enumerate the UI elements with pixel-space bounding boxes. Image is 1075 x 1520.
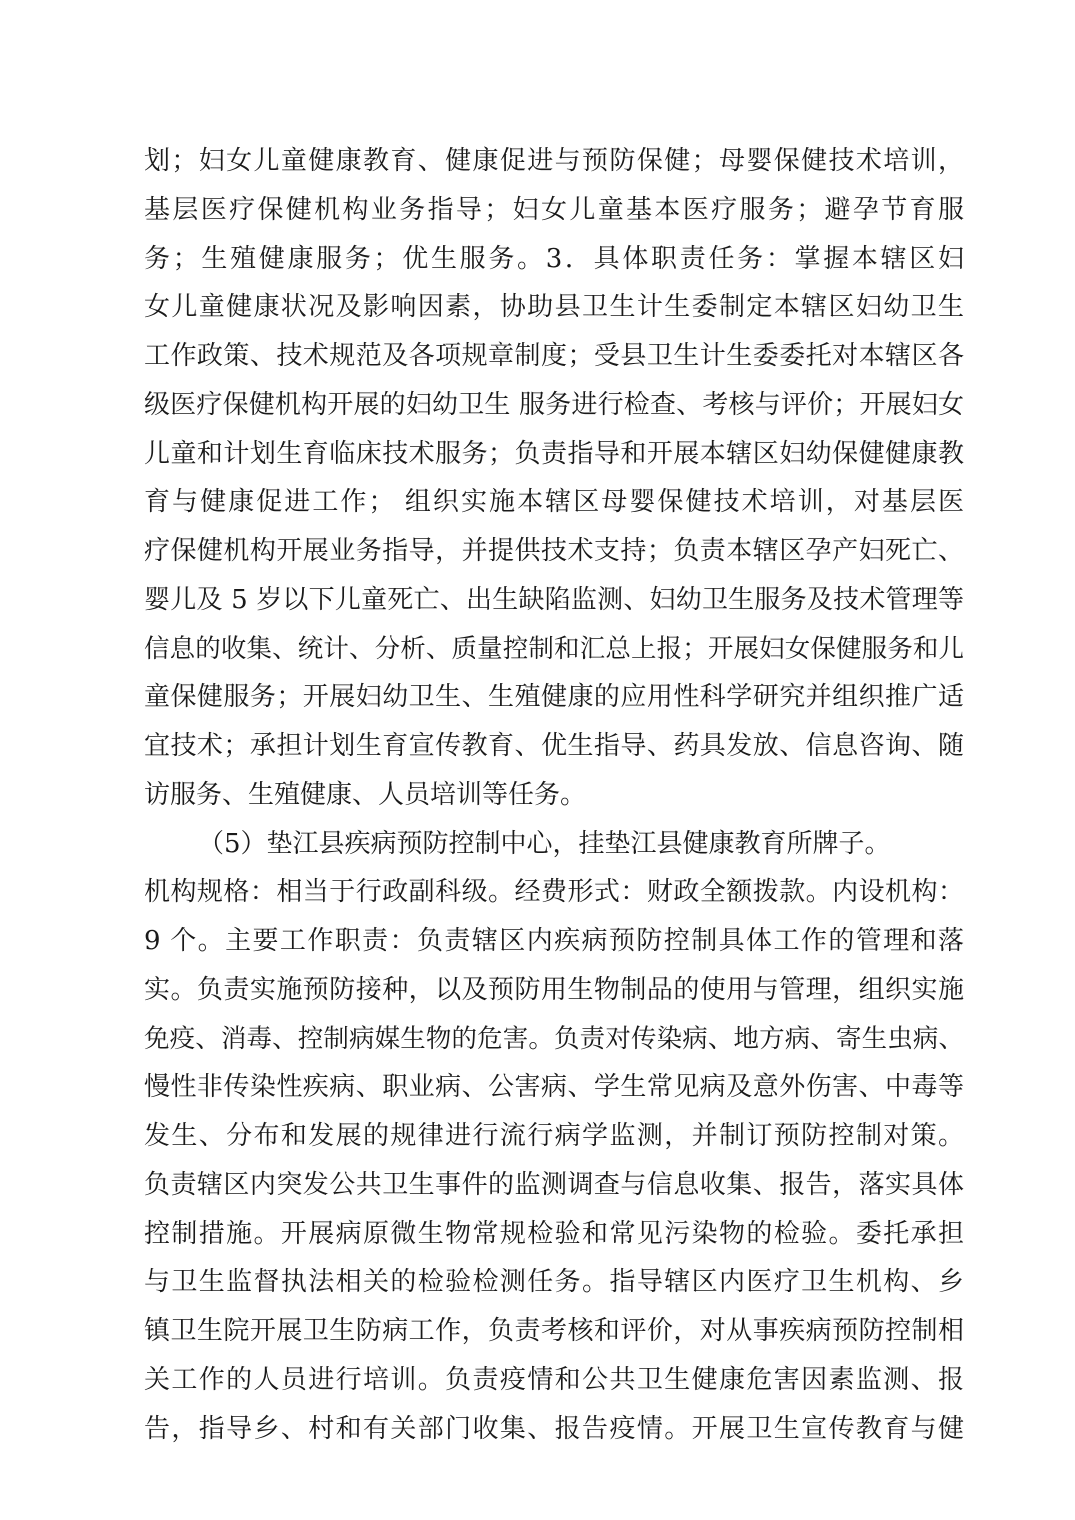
text-line: 免疫、消毒、控制病媒生物的危害。负责对传染病、地方病、寄生虫病、	[144, 1023, 964, 1054]
text-line: 镇卫生院开展卫生防病工作，负责考核和评价，对从事疾病预防控制相	[144, 1316, 964, 1346]
body-text	[144, 137, 964, 1453]
text-line: 基层医疗保健机构业务指导；妇女儿童基本医疗服务；避孕节育服	[144, 194, 964, 225]
text-line: 级医疗保健机构开展的妇幼卫生 服务进行检查、考核与评价；开展妇女	[144, 389, 964, 420]
text-line: 工作政策、技术规范及各项规章制度；受县卫生计生委委托对本辖区各	[144, 341, 964, 371]
paragraph-end-line: 访服务、生殖健康、人员培训等任务。	[144, 779, 587, 810]
text-line: 控制措施。开展病原微生物常规检验和常见污染物的检验。委托承担	[144, 1218, 964, 1249]
text-line: 疗保健机构开展业务指导，并提供技术支持；负责本辖区孕产妇死亡、	[144, 536, 964, 566]
text-line: 慢性非传染性疾病、职业病、公害病、学生常见病及意外伤害、中毒等	[144, 1072, 964, 1103]
text-line: 实。负责实施预防接种，以及预防用生物制品的使用与管理，组织实施	[144, 974, 964, 1005]
text-line: 告，指导乡、村和有关部门收集、报告疫情。开展卫生宣传教育与健	[144, 1413, 964, 1444]
text-line: 发生、分布和发展的规律进行流行病学监测，并制订预防控制对策。	[144, 1121, 964, 1151]
text-line: 务；生殖健康服务；优生服务。3．具体职责任务：掌握本辖区妇	[144, 243, 964, 274]
text-line: 与卫生监督执法相关的检验检测任务。指导辖区内医疗卫生机构、乡	[144, 1267, 964, 1298]
text-line: 机构规格：相当于行政副科级。经费形式：财政全额拨款。内设机构：	[144, 877, 964, 908]
text-line: 9 个。主要工作职责：负责辖区内疾病预防控制具体工作的管理和落	[144, 926, 964, 956]
text-line: 女儿童健康状况及影响因素，协助县卫生计生委制定本辖区妇幼卫生	[144, 292, 964, 323]
text-line: 宜技术；承担计划生育宣传教育、优生指导、药具发放、信息咨询、随	[144, 731, 964, 761]
text-line: 婴儿及 5 岁以下儿童死亡、出生缺陷监测、妇幼卫生服务及技术管理等	[144, 584, 964, 615]
text-line: 负责辖区内突发公共卫生事件的监测调查与信息收集、报告，落实具体	[144, 1169, 964, 1200]
text-line: 育与健康促进工作； 组织实施本辖区母婴保健技术培训，对基层医	[144, 487, 964, 518]
text-line: 关工作的人员进行培训。负责疫情和公共卫生健康危害因素监测、报	[144, 1364, 964, 1395]
text-line: 信息的收集、统计、分析、质量控制和汇总上报；开展妇女保健服务和儿	[144, 633, 964, 664]
text-line: 童保健服务；开展妇幼卫生、生殖健康的应用性科学研究并组织推广适	[144, 682, 964, 713]
text-line: 划；妇女儿童健康教育、健康促进与预防保健；母婴保健技术培训，	[144, 146, 964, 176]
text-line: 儿童和计划生育临床技术服务；负责指导和开展本辖区妇幼保健健康教	[144, 438, 964, 469]
section-heading-line: （5）垫江县疾病预防控制中心，挂垫江县健康教育所牌子。	[198, 828, 891, 859]
